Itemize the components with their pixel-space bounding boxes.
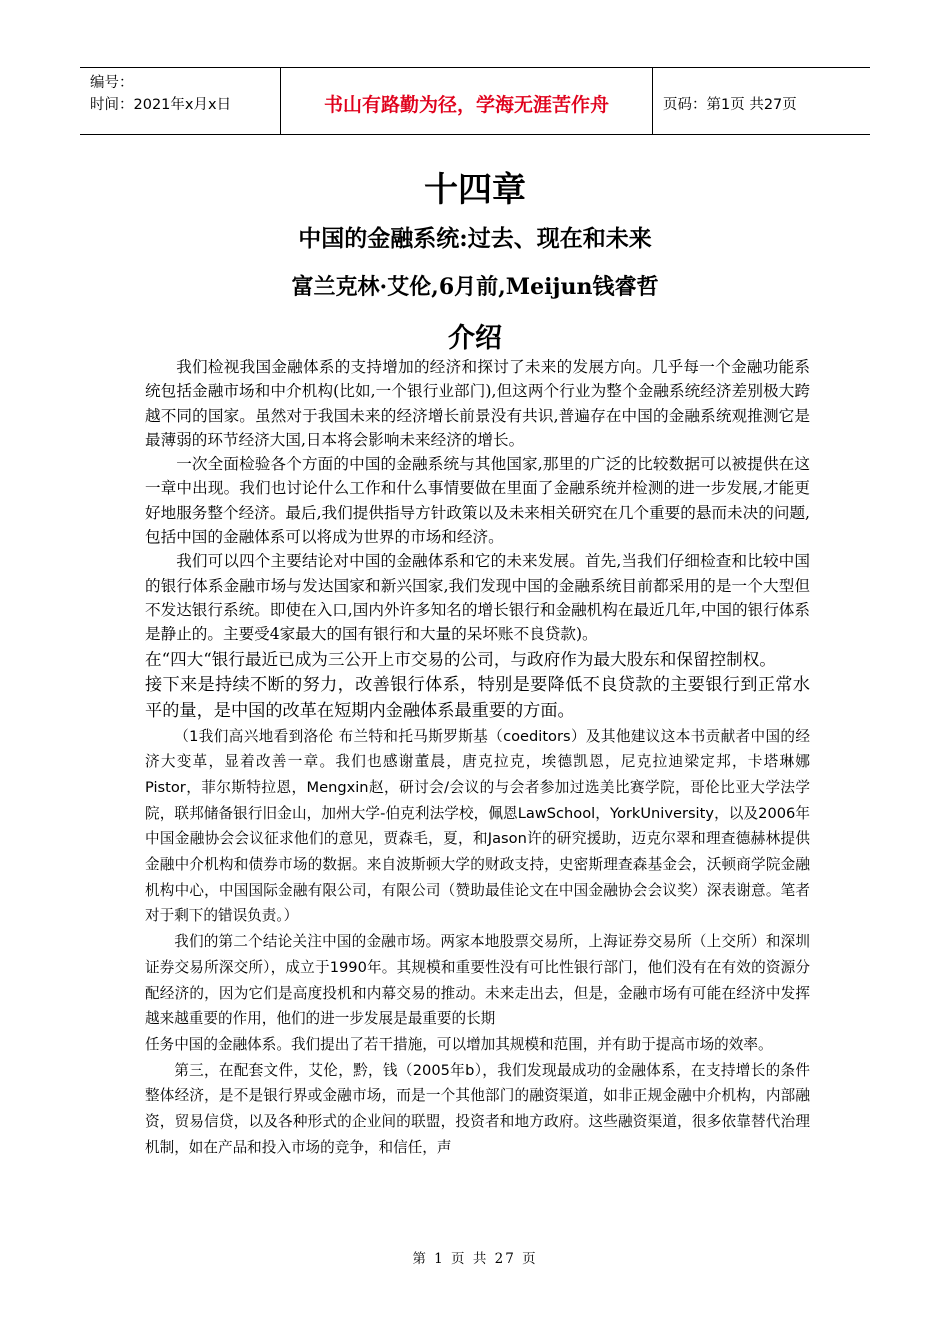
paragraph-6: 我们的第二个结论关注中国的金融市场。两家本地股票交易所，上海证券交易所（上交所）和深圳证券交易所深交所），成立于1990年。其规模和重要性没有可比性银行部门，他们没有在有效的资源分配经济的，因为它们是高度投机和内幕交易的推动。未来走出去，但是，金融市场有可能在经济中发挥越来越重要的作用，他们的进一步发展是最重要的长期 (145, 933, 810, 1028)
page-header (80, 67, 870, 135)
document-date: 时间：2021年x月x日 (90, 97, 232, 113)
header-motto: 书山有路勤为径，学海无涯苦作舟 (281, 68, 653, 134)
page-footer: 第 1 页 共 27 页 (412, 1251, 538, 1267)
header-page-info: 页码：第1页 共27页 (663, 96, 797, 113)
section-heading: 介绍 (448, 323, 502, 354)
paragraph-4: 在“四大“银行最近已成为三公开上市交易的公司，与政府作为最大股东和保留控制权。 (145, 649, 776, 669)
paragraph-8: 第三，在配套文件，艾伦，黔，钱（2005年b），我们发现最成功的金融体系，在支持增长的条件整体经济，是不是银行界或金融市场，而是一个其他部门的融资渠道，如非正规金融中介机构，内部融资，贸易信贷，以及各种形式的企业间的联盟，投资者和地方政府。这些融资渠道，很多依靠替代治理机制，如在产品和投入市场的竞争，和信任，声 (145, 1061, 810, 1156)
document-number-label: 编号： (90, 75, 134, 91)
header-meta (80, 68, 281, 134)
chapter-subtitle: 中国的金融系统:过去、现在和未来 (298, 225, 652, 252)
paragraph-1: 我们检视我国金融体系的支持增加的经济和探讨了未来的发展方向。几乎每一个金融功能系统包括金融市场和中介机构(比如,一个银行业部门),但这两个行业为整个金融系统经济差别极大跨越不同的国家。虽然对于我国未来的经济增长前景没有共识,普遍存在中国的金融系统观推测它是最薄弱的环节经济大国,日本将会影响未来经济的增长。 (145, 358, 810, 449)
paragraph-5: 接下来是持续不断的努力，改善银行体系，特别是要降低不良贷款的主要银行到正常水平的量，是中国的改革在短期内金融体系最重要的方面。 (145, 674, 810, 721)
chapter-title: 十四章 (424, 170, 526, 210)
paragraph-3: 我们可以四个主要结论对中国的金融体系和它的未来发展。首先,当我们仔细检查和比较中国的银行体系金融市场与发达国家和新兴国家,我们发现中国的金融系统目前都采用的是一个大型但不发达银行系统。即使在入口,国内外许多知名的增长银行和金融机构在最近几年,中国的银行体系是静止的。主要受4家最大的国有银行和大量的呆坏账不良贷款)。 (145, 552, 810, 644)
paragraph-2: 一次全面检验各个方面的中国的金融系统与其他国家,那里的广泛的比较数据可以被提供在这一章中出现。我们也讨论什么工作和什么事情要做在里面了金融系统并检测的进一步发展,才能更好地服务整个经济。最后,我们提供指导方针政策以及未来相关研究在几个重要的悬而未决的问题,包括中国的金融体系可以将成为世界的市场和经济。 (145, 455, 810, 547)
paragraph-7: 任务中国的金融体系。我们提出了若干措施，可以增加其规模和范围，并有助于提高市场的效率。 (145, 1036, 773, 1053)
authors-line: 富兰克林·艾伦,6月前,Meijun钱睿哲 (291, 274, 659, 300)
document-body (145, 355, 810, 1161)
footnote-acknowledgements: （1我们高兴地看到洛伦 布兰特和托马斯罗斯基（coeditors）及其他建议这本书贡献者中国的经济大变革，显着改善一章。我们也感谢董晨，唐克拉克，埃德凯恩，尼克拉迪梁定邦，卡塔琳娜Pistor，菲尔斯特拉恩，Mengxin赵，研讨会/会议的与会者参加过选美比赛学院，哥伦比亚大学法学院，联邦储备银行旧金山，加州大学-伯克利法学校，佩恩LawSchool，YorkUniversity，以及2006年中国金融协会会议征求他们的意见，贾森毛，夏，和Jason许的研究援助，迈克尔翠和理查德赫林提供金融中介机构和债券市场的数据。来自波斯顿大学的财政支持，史密斯理查森基金会，沃顿商学院金融机构中心，中国国际金融有限公司，有限公司（赞助最佳论文在中国金融协会会议奖）深表谢意。笔者对于剩下的错误负责。） (145, 727, 810, 925)
